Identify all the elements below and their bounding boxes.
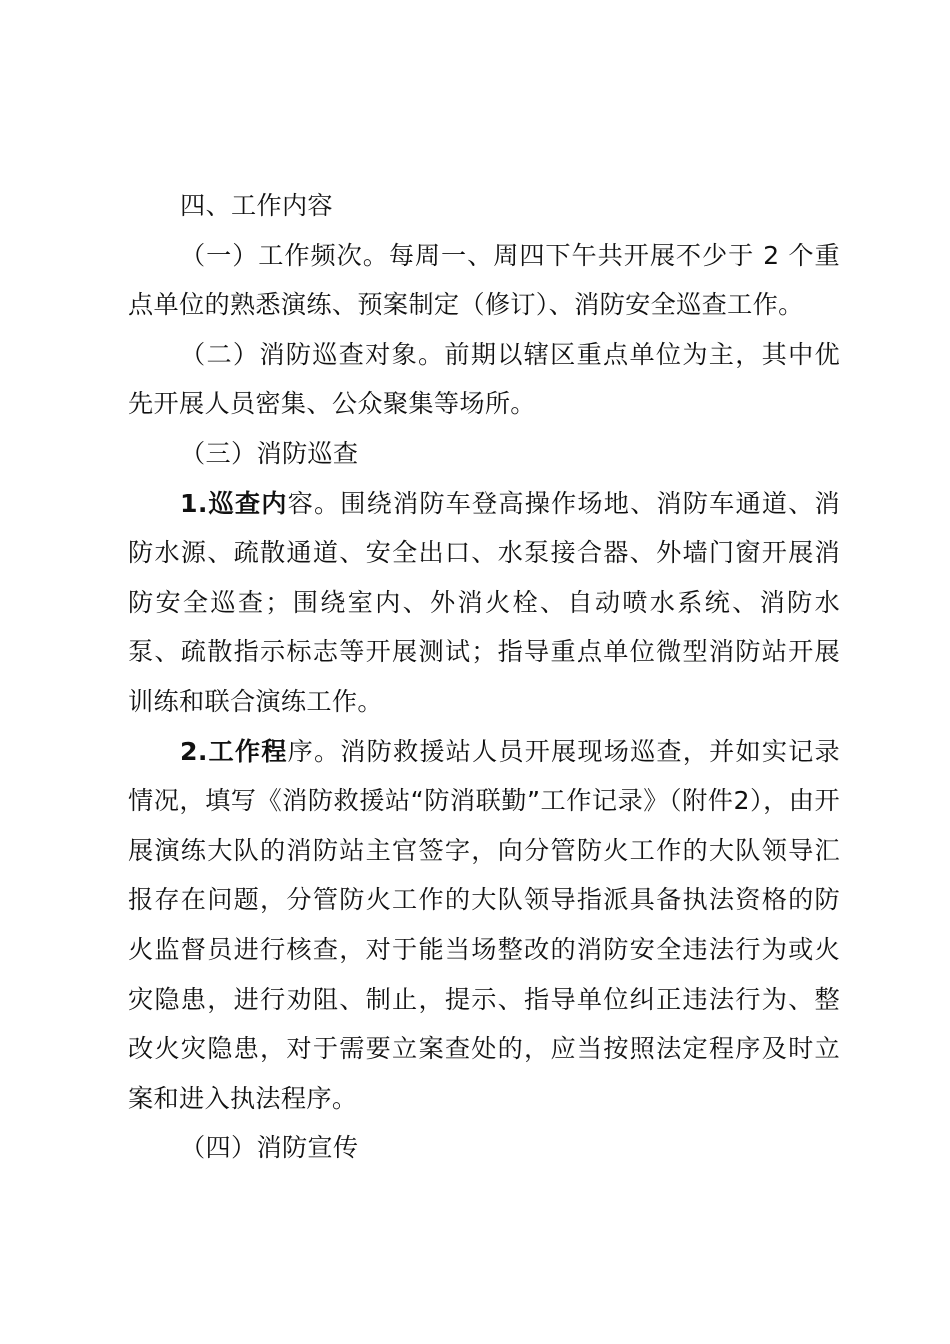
- paragraph-text: 序。消防救援站人员开展现场巡查，并如实记录情况，填写《消防救援站“防消联勤”工作记录》（附件2），由开展演练大队的消防站主官签字，向分管防火工作的大队领导汇报存在问题，分管防火工作的大队领导指派具备执法资格的防火监督员进行核查，对于能当场整改的消防安全违法行为或火灾隐患，进行劝阻、制止，提示、指导单位纠正违法行为、整改火灾隐患，对于需要立案查处的，应当按照法定程序及时立案和进入执法程序。: [128, 736, 840, 1113]
- paragraph-text: （一）工作频次。每周一、周四下午共开展不少于 2 个重点单位的熟悉演练、预案制定（修订）、消防安全巡查工作。: [128, 240, 840, 320]
- document-body: [128, 181, 840, 1173]
- paragraph-text: 四、工作内容: [180, 191, 333, 220]
- bold-lead-text: 1.巡查内: [180, 488, 288, 518]
- paragraph-text: 容。围绕消防车登高操作场地、消防车通道、消防水源、疏散通道、安全出口、水泵接合器、外墙门窗开展消防安全巡查；围绕室内、外消火栓、自动喷水系统、消防水泵、疏散指示标志等开展测试；指导重点单位微型消防站开展训练和联合演练工作。: [128, 488, 840, 716]
- paragraph-text: （二）消防巡查对象。前期以辖区重点单位为主，其中优先开展人员密集、公众聚集等场所。: [128, 339, 840, 419]
- paragraph-text: （三）消防巡查: [180, 438, 359, 468]
- item-two-paragraph: [128, 330, 840, 429]
- item-four-heading: [128, 1123, 840, 1173]
- item-three-point-two-paragraph: [128, 727, 840, 1124]
- item-three-point-one-paragraph: [128, 479, 840, 727]
- item-one-paragraph: [128, 231, 840, 330]
- item-three-heading: [128, 429, 840, 479]
- bold-lead-text: 2.工作程: [180, 736, 288, 766]
- section-four-heading: [128, 181, 840, 231]
- paragraph-text: （四）消防宣传: [180, 1133, 359, 1163]
